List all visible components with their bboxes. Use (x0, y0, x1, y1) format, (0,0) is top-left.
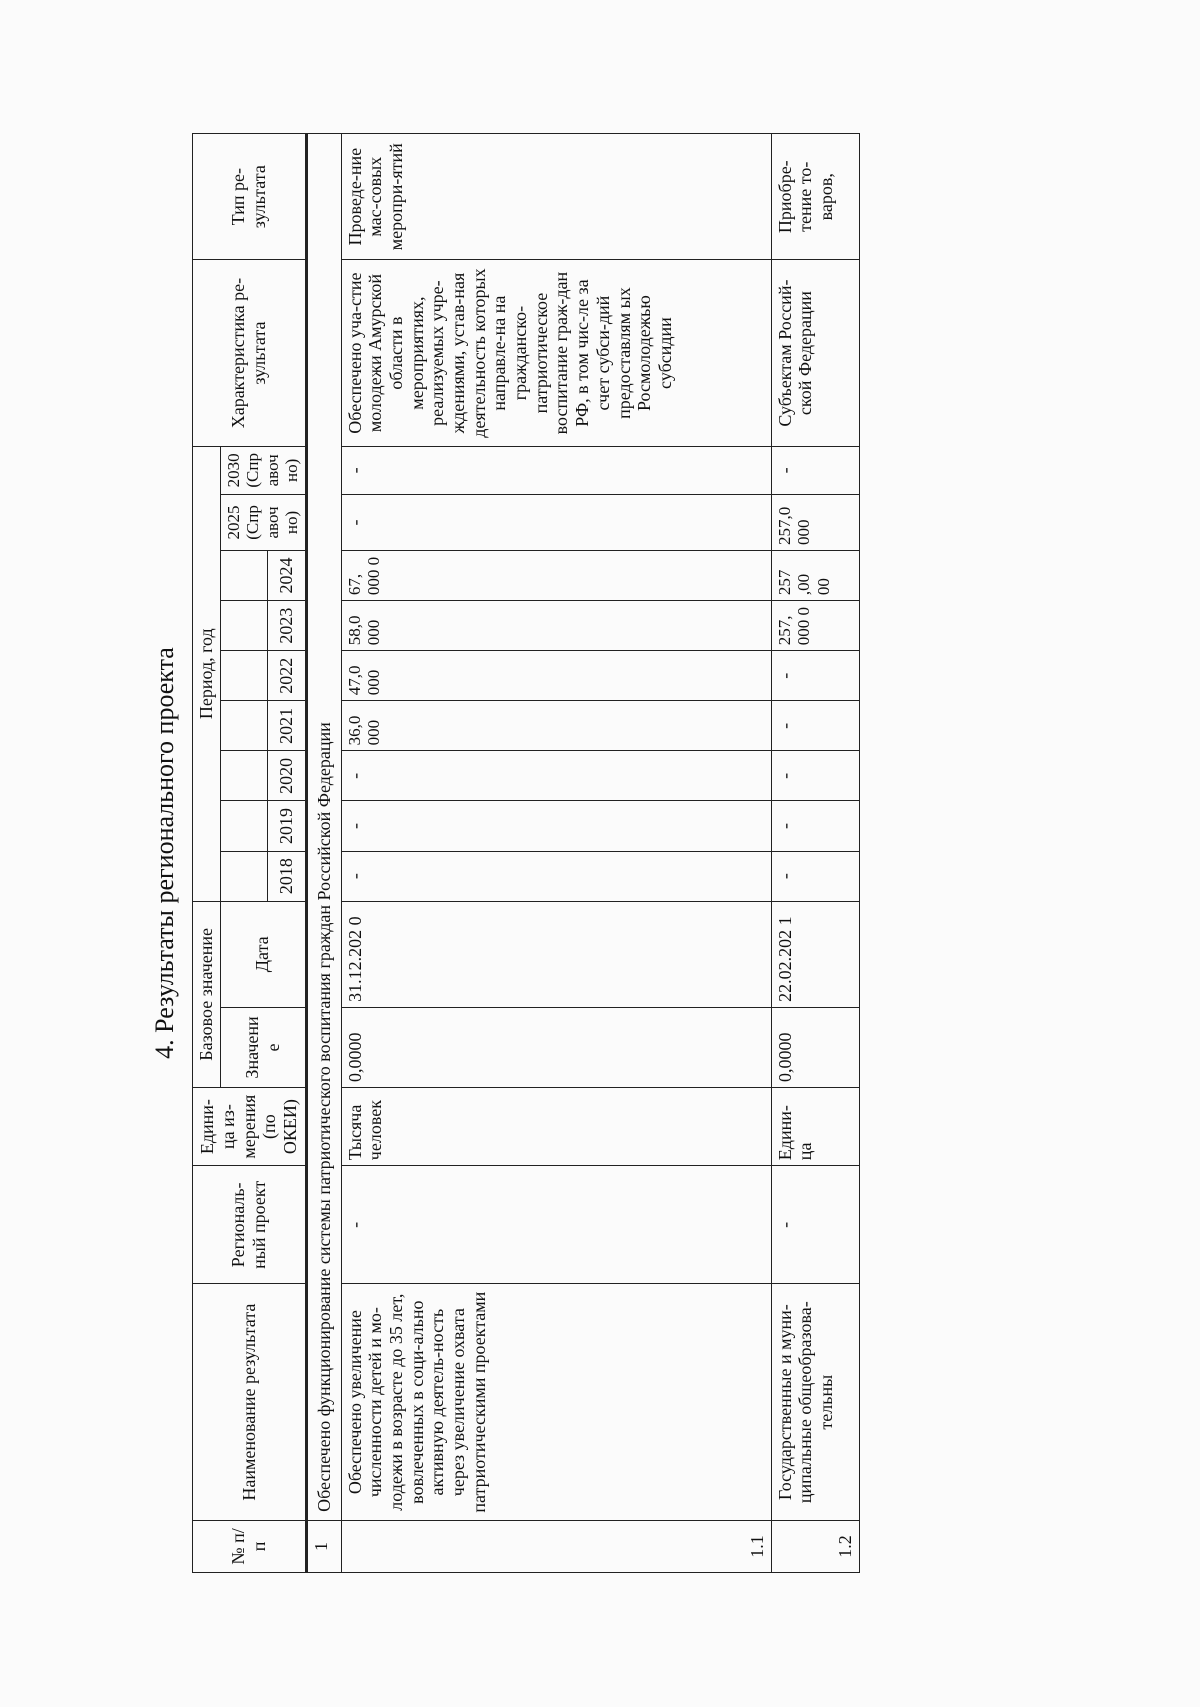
page-title: 4. Результаты регионального проекта (150, 647, 179, 1059)
row-y2022: 47,0 000 (341, 651, 771, 701)
row-y2030: - (341, 446, 771, 494)
rotated-page-content (150, 113, 1050, 1593)
header-num: № п/п (193, 1520, 307, 1572)
row-y2019: - (771, 801, 859, 851)
row-project: - (771, 1166, 859, 1284)
row-y2021: 36,0 000 (341, 701, 771, 751)
header-characteristic: Характеристика ре-зультата (193, 260, 307, 446)
row-characteristic: Обеспечено уча-стие молодежи Амурской области в мероприятиях, реализуемых учре-ждениями, устав-ная деятельность которых направле-на на гражданско-патриотическое воспитание граж-дан РФ, в том чис-ле за счет субси-дий предоставлям ых Росмолодежью субсидии (341, 260, 771, 446)
row-num: 1.2 (771, 1520, 859, 1572)
row-y2020: - (341, 751, 771, 801)
row-unit: Едини-ца (771, 1088, 859, 1166)
header-year-2020: 2020 (267, 751, 306, 801)
header-year-spacer (220, 601, 267, 651)
header-year-spacer (220, 551, 267, 601)
header-year-2021: 2021 (267, 701, 306, 751)
row-y2024: 257 ,00 00 (771, 551, 859, 601)
header-year-2024: 2024 (267, 551, 306, 601)
row-y2021: - (771, 701, 859, 751)
header-row-1 (193, 134, 221, 1573)
section-title: Обеспечено функционирование системы патриотического воспитания граждан Российской Федерации (306, 134, 341, 1521)
table-row (341, 134, 771, 1573)
row-characteristic: Субъектам Россий-ской Федерации (771, 260, 859, 446)
row-name: Обеспечено увеличение численности детей и мо-лодежи в возрасте до 35 лет, вовлеченных в соци-ально активную деятель-ность через увеличение охвата патриотическими проектами (341, 1284, 771, 1520)
row-num: 1.1 (341, 1520, 771, 1572)
row-base-date: 31.12.202 0 (341, 901, 771, 1007)
header-year-2025: 2025 (Спр авоч но) (220, 494, 306, 550)
row-name: Государственные и муни-ципальные общеобразова-тельны (771, 1284, 859, 1520)
row-y2018: - (771, 851, 859, 901)
row-project: - (341, 1166, 771, 1284)
header-year-2022: 2022 (267, 651, 306, 701)
row-y2024: 67, 000 0 (341, 551, 771, 601)
header-base-date: Дата (220, 901, 306, 1007)
row-type: Проведе-ние мас-совых меропри-ятий (341, 134, 771, 260)
header-year-spacer (220, 851, 267, 901)
header-project: Региональ-ный проект (193, 1166, 307, 1284)
row-y2025: 257,0 000 (771, 494, 859, 550)
section-num: 1 (306, 1520, 341, 1572)
header-period: Период, год (193, 446, 221, 901)
header-base: Базовое значение (193, 901, 221, 1087)
row-unit: Тысяча человек (341, 1088, 771, 1166)
row-y2020: - (771, 751, 859, 801)
table-row (771, 134, 859, 1573)
header-year-2018: 2018 (267, 851, 306, 901)
section-row (306, 134, 341, 1573)
row-y2018: - (341, 851, 771, 901)
results-table (192, 133, 860, 1573)
row-y2030: - (771, 446, 859, 494)
row-base-date: 22.02.202 1 (771, 901, 859, 1007)
row-y2022: - (771, 651, 859, 701)
header-name: Наименование результата (193, 1284, 307, 1520)
header-year-spacer (220, 801, 267, 851)
header-year-spacer (220, 751, 267, 801)
row-y2025: - (341, 494, 771, 550)
header-type: Тип ре-зультата (193, 134, 307, 260)
header-year-spacer (220, 651, 267, 701)
row-y2023: 257, 000 0 (771, 601, 859, 651)
header-year-2019: 2019 (267, 801, 306, 851)
header-year-spacer (220, 701, 267, 751)
row-y2019: - (341, 801, 771, 851)
header-base-value: Значение (220, 1007, 306, 1087)
row-type: Приобре-тение то-варов, (771, 134, 859, 260)
header-year-2023: 2023 (267, 601, 306, 651)
row-base-value: 0,0000 (341, 1007, 771, 1087)
header-year-2030: 2030 (Спр авоч но) (220, 446, 306, 494)
header-unit: Едини-ца из-мерения (по ОКЕИ) (193, 1088, 307, 1166)
row-y2023: 58,0 000 (341, 601, 771, 651)
row-base-value: 0,0000 (771, 1007, 859, 1087)
